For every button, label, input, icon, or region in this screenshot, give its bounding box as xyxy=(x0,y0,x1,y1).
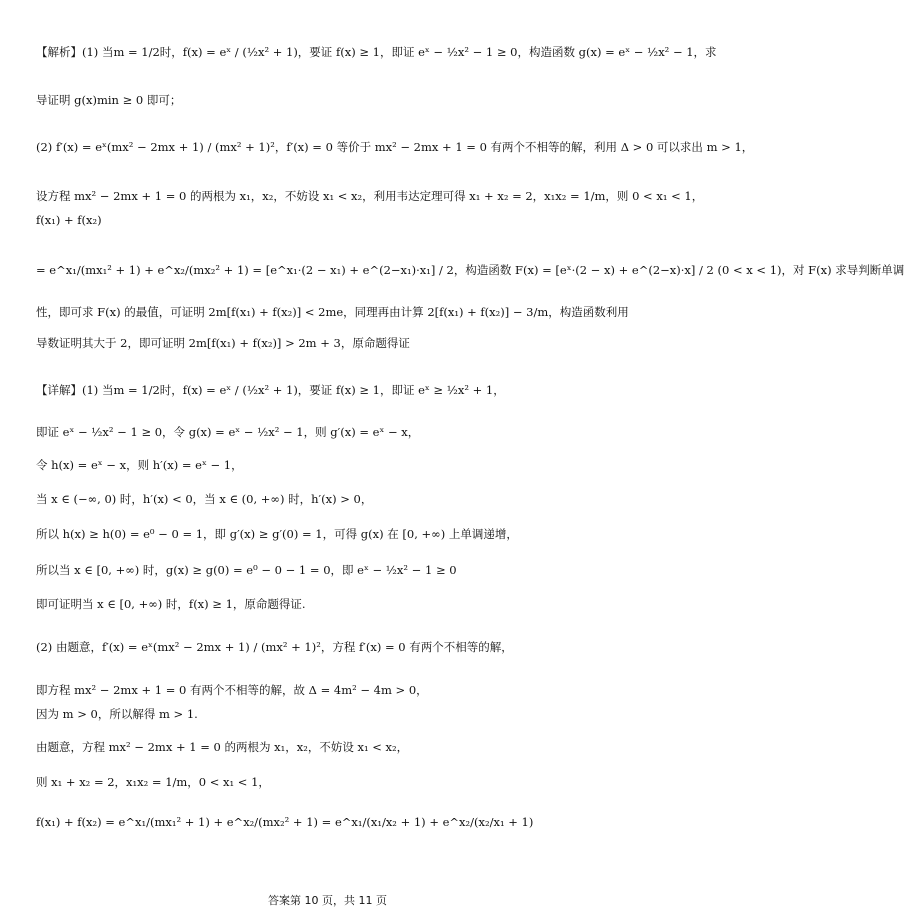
analysis-part2-line: (2) f′(x) = eˣ(mx² − 2mx + 1) / (mx² + 1)²，f′(x) = 0 等价于 mx² − 2mx + 1 = 0 有两个不相等的解，利用 Δ > 0 可以求出 m > 1， xyxy=(36,140,754,154)
solution-part2-line: (2) 由题意，f′(x) = eˣ(mx² − 2mx + 1) / (mx² + 1)²，方程 f′(x) = 0 有两个不相等的解， xyxy=(36,640,513,654)
analysis-roots-line: 设方程 mx² − 2mx + 1 = 0 的两根为 x₁，x₂，不妨设 x₁ < x₂，利用韦达定理可得 x₁ + x₂ = 2，x₁x₂ = 1/m，则 0 < x₁ < 1， xyxy=(36,189,704,203)
solution-roots-line: 由题意，方程 mx² − 2mx + 1 = 0 的两根为 x₁，x₂，不妨设 x₁ < x₂， xyxy=(36,740,409,754)
solution-g-nonneg-line: 所以当 x ∈ [0, +∞) 时，g(x) ≥ g(0) = e⁰ − 0 − 1 = 0，即 eˣ − ½x² − 1 ≥ 0 xyxy=(36,563,457,577)
solution-monotone-line: 当 x ∈ (−∞, 0) 时，h′(x) < 0，当 x ∈ (0, +∞) 时，h′(x) > 0， xyxy=(36,492,373,506)
solution-increase-line: 所以 h(x) ≥ h(0) = e⁰ − 0 = 1，即 g′(x) ≥ g′(0) = 1，可得 g(x) 在 [0, +∞) 上单调递增， xyxy=(36,527,518,541)
solution-part1-line: 【详解】(1) 当m = 1/2时，f(x) = eˣ / (½x² + 1)，要证 f(x) ≥ 1，即证 eˣ ≥ ½x² + 1， xyxy=(36,383,505,397)
analysis-part1-line-2: 导证明 g(x)min ≥ 0 即可； xyxy=(36,93,182,107)
solution-g-line: 即证 eˣ − ½x² − 1 ≥ 0，令 g(x) = eˣ − ½x² − 1，则 g′(x) = eˣ − x， xyxy=(36,425,420,439)
analysis-construct-line: = e^x₁/(mx₁² + 1) + e^x₂/(mx₂² + 1) = [e^x₁·(2 − x₁) + e^(2−x₁)·x₁] / 2，构造函数 F(x) = [eˣ·(2 − x) + e^(2−x)·x] / 2 (0 < x < 1)，对 F(x) 求导判断单调 xyxy=(36,263,904,277)
analysis-sum-line: f(x₁) + f(x₂) xyxy=(36,213,102,227)
solution-m-line: 因为 m > 0，所以解得 m > 1. xyxy=(36,707,198,721)
solution-h-line: 令 h(x) = eˣ − x，则 h′(x) = eˣ − 1， xyxy=(36,458,243,472)
analysis-conclusion-line: 导数证明其大于 2，即可证明 2m[f(x₁) + f(x₂)] > 2m + 3，原命题得证 xyxy=(36,336,410,350)
solution-vieta-line: 则 x₁ + x₂ = 2，x₁x₂ = 1/m，0 < x₁ < 1， xyxy=(36,775,270,789)
solution-sum-line: f(x₁) + f(x₂) = e^x₁/(mx₁² + 1) + e^x₂/(mx₂² + 1) = e^x₁/(x₁/x₂ + 1) + e^x₂/(x₂/x₁ + 1) xyxy=(36,815,534,829)
solution-delta-line: 即方程 mx² − 2mx + 1 = 0 有两个不相等的解，故 Δ = 4m² − 4m > 0， xyxy=(36,683,428,697)
solution-part1-end-line: 即可证明当 x ∈ [0, +∞) 时，f(x) ≥ 1，原命题得证. xyxy=(36,597,306,611)
page-footer: 答案第 10 页，共 11 页 xyxy=(268,894,387,907)
analysis-part1-line: 【解析】(1) 当m = 1/2时，f(x) = eˣ / (½x² + 1)，要证 f(x) ≥ 1，即证 eˣ − ½x² − 1 ≥ 0，构造函数 g(x) = eˣ − ½x² − 1，求 xyxy=(36,45,717,59)
analysis-extremum-line: 性，即可求 F(x) 的最值，可证明 2m[f(x₁) + f(x₂)] < 2me，同理再由计算 2[f(x₁) + f(x₂)] − 3/m，构造函数利用 xyxy=(36,305,629,319)
